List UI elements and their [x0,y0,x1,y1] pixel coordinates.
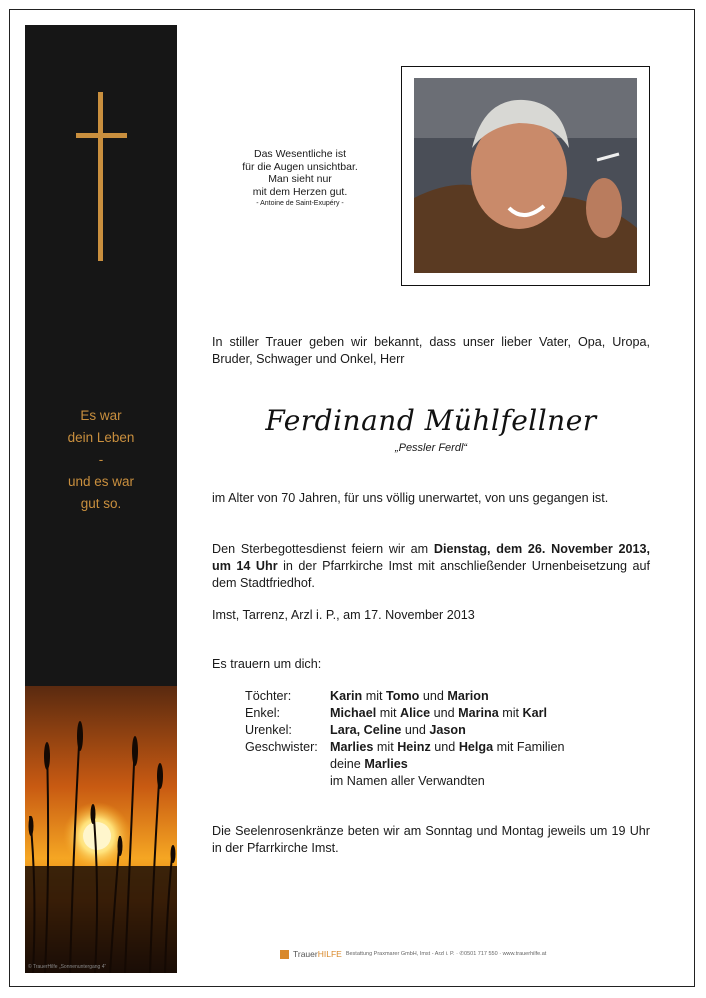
side-quote-line: - [98,452,104,467]
footer-logo: TrauerHILFE [293,949,342,959]
sunset-image [25,686,177,973]
family-row-deine: deine Marlies [330,757,408,771]
motto-line: Das Wesentliche ist [253,148,346,160]
trauerhilfe-logo-icon [280,950,289,959]
family-row-enkel: Enkel: Michael mit Alice und Marina mit Karl [245,706,548,720]
side-quote-line: dein Leben [67,430,135,445]
motto-line: für die Augen unsichtbar. [242,160,358,173]
side-quote-line: Es war [80,408,122,423]
cross-icon [98,92,103,261]
service-date: Dienstag, dem 26. November 2013, um 14 Uhr [212,542,650,573]
image-credit: © TrauerHilfe „Sonnenuntergang 4“ [28,964,107,970]
rosary-text: Die Seelenrosenkränze beten wir am Sonntag und Montag jeweils um 19 Uhr in der Pfarrkirche Imst. [212,824,650,855]
service-text: Den Sterbegottesdienst feiern wir am Dienstag, dem 26. November 2013, um 14 Uhr in der Pfarrkirche Imst mit anschließender Urnenbeisetzung auf dem Stadtfriedhof. [212,542,650,590]
deceased-nickname: „Pessler Ferdl“ [394,442,468,454]
side-quote [25,405,177,515]
cross-icon-bar [76,133,127,138]
motto-line: Man sieht nur [268,173,332,185]
side-quote-line: und es war [67,474,135,489]
motto-quote [230,148,370,211]
family-row-geschwister: Geschwister: Marlies mit Heinz und Helga mit Familien [245,740,565,754]
family-list [245,688,564,790]
place-date: Imst, Tarrenz, Arzl i. P., am 17. November 2013 [212,608,475,622]
portrait-photo [414,78,637,273]
family-row-verwandte: im Namen aller Verwandten [330,774,485,788]
side-quote-line: gut so. [80,496,122,511]
age-text: im Alter von 70 Jahren, für uns völlig unerwartet, von uns gegangen ist. [212,491,609,505]
footer [280,949,546,959]
family-row-toechter: Töchter: Karin mit Tomo und Marion [245,689,489,703]
family-row-urenkel: Urenkel: Lara, Celine und Jason [245,723,466,737]
deceased-name: Ferdinand Mühlfellner [265,404,597,437]
motto-author: - Antoine de Saint-Exupéry - [256,200,344,207]
mourn-header: Es trauern um dich: [212,657,322,671]
motto-line: mit dem Herzen gut. [252,185,348,198]
footer-info: Bestattung Praxmarer GmbH, Imst - Arzl i. P. · ✆0501 717 550 · www.trauerhilfe.at [345,951,547,957]
intro-text: In stiller Trauer geben wir bekannt, dass unser lieber Vater, Opa, Uropa, Bruder, Schwager und Onkel, Herr [212,335,650,366]
